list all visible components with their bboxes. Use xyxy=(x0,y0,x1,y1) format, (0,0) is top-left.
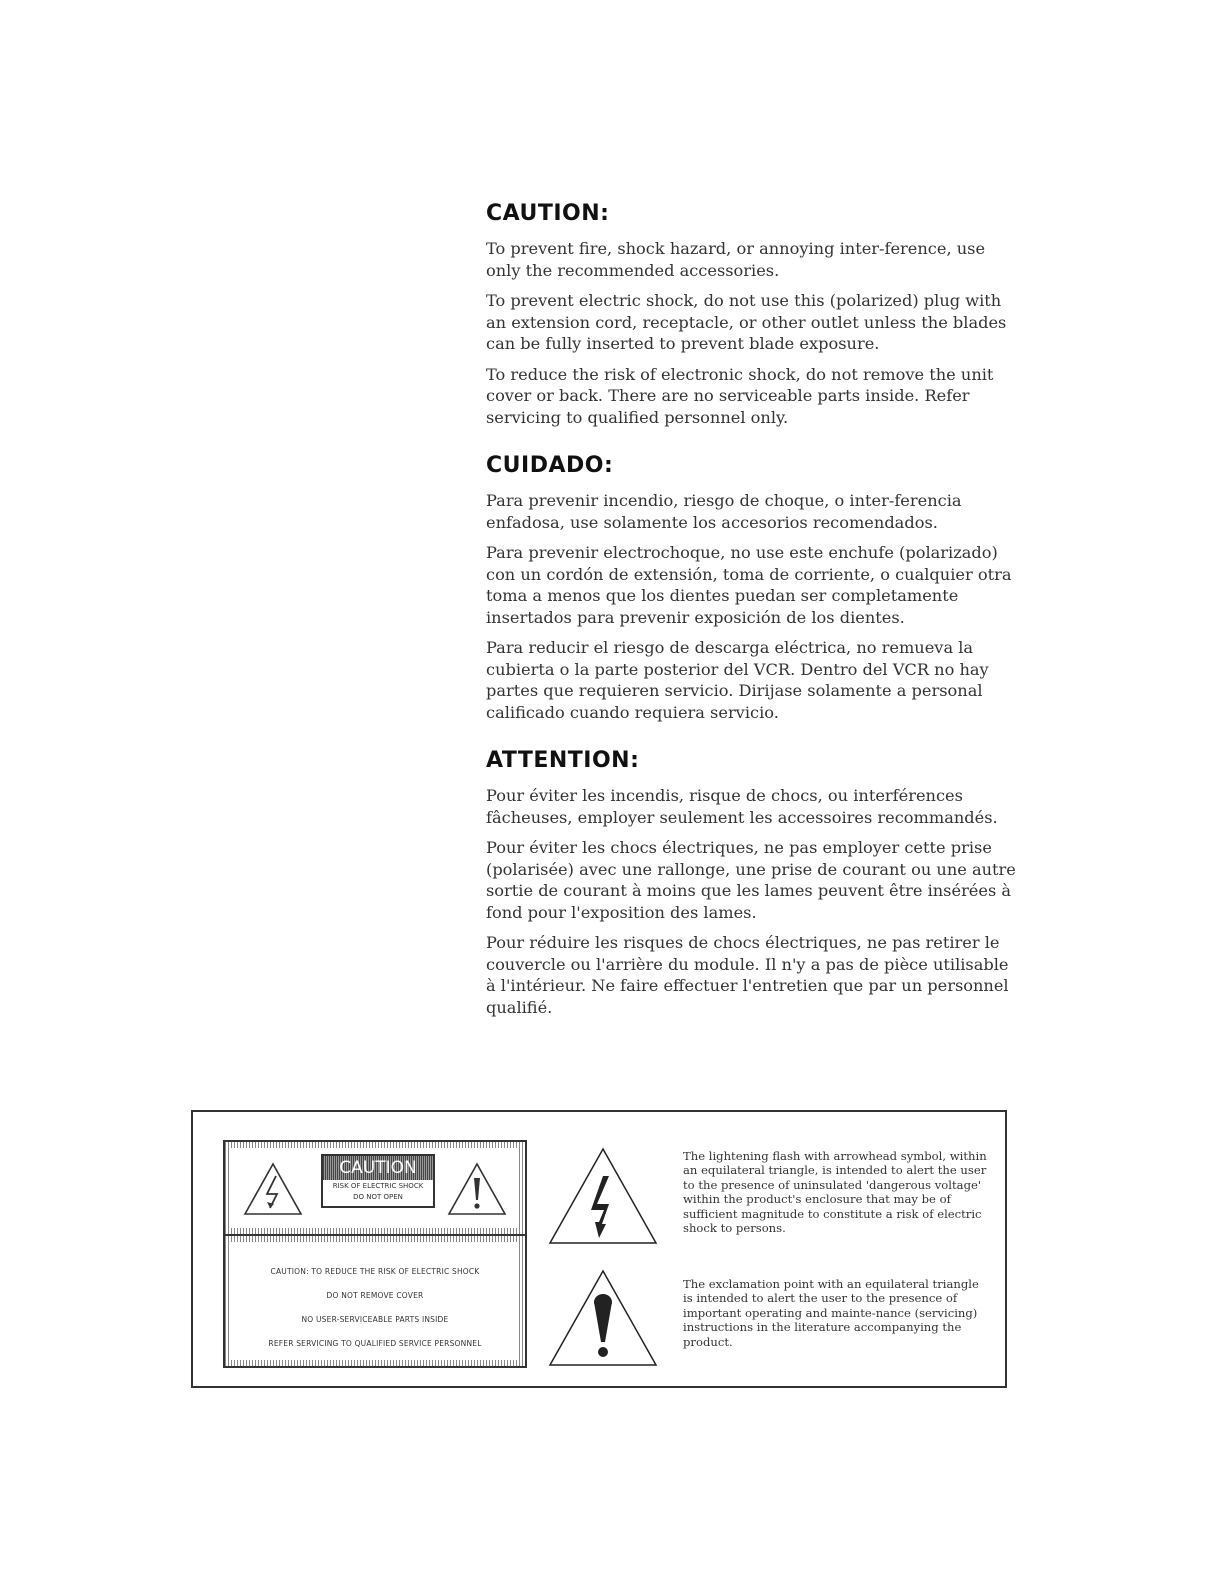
attention-paragraph-3: Pour réduire les risques de chocs électriques, ne pas retirer le couvercle ou l'arrière du module. Il n'y a pas de pièce utilisable à l'intérieur. Ne faire effectuer l'entretien que par un personnel qualifié. xyxy=(486,933,1009,1017)
caution-plate-subtitle-2: DO NOT OPEN xyxy=(353,1193,403,1201)
attention-heading: ATTENTION: xyxy=(486,748,640,773)
caution-label-panel xyxy=(223,1140,527,1368)
lightning-triangle-icon xyxy=(243,1162,303,1216)
caution-paragraph-3: To reduce the risk of electronic shock, do not remove the unit cover or back. There are no serviceable parts inside. Refer servicing to qualified personnel only. xyxy=(486,364,994,427)
lightning-symbol-description: The lightening flash with arrowhead symbol, within an equilateral triangle, is intended to alert the user to the presence of uninsulated 'dangerous voltage' within the product's enclosure that may be of sufficient magnitude to constitute a risk of electric shock to persons. xyxy=(683,1149,987,1236)
caution-paragraph-2: To prevent electric shock, do not use this (polarized) plug with an extension cord, receptacle, or other outlet unless the blades can be fully inserted to prevent blade exposure. xyxy=(486,291,1007,353)
warnings-text-column xyxy=(486,200,1016,1042)
caution-plate-title: CAUTION xyxy=(323,1156,433,1180)
lightning-flash-symbol-icon xyxy=(547,1146,659,1246)
exclamation-point-symbol-icon xyxy=(547,1268,659,1368)
label-line-2: DO NOT REMOVE COVER xyxy=(326,1291,424,1300)
caution-plate xyxy=(321,1154,435,1208)
label-bottom-band xyxy=(225,1236,525,1366)
label-line-1: CAUTION: TO REDUCE THE RISK OF ELECTRIC SHOCK xyxy=(270,1267,480,1276)
safety-symbols-box xyxy=(191,1110,1007,1388)
attention-paragraph-1: Pour éviter les incendis, risque de chocs, ou interférences fâcheuses, employer seulement les accessoires recommandés. xyxy=(486,786,998,827)
caution-plate-subtitle-1: RISK OF ELECTRIC SHOCK xyxy=(332,1182,424,1190)
cuidado-paragraph-2: Para prevenir electrochoque, no use este enchufe (polarizado) con un cordón de extensión, toma de corriente, o cualquier otra toma a menos que los dientes puedan ser completamente insertados para prevenir exposición de los dientes. xyxy=(486,543,1012,627)
exclamation-symbol-description: The exclamation point with an equilateral triangle is intended to alert the user to the presence of important operating and mainte-nance (servicing) instructions in the literature accompanying the product. xyxy=(683,1277,979,1349)
attention-section xyxy=(486,747,1016,1018)
label-line-4: REFER SERVICING TO QUALIFIED SERVICE PERSONNEL xyxy=(268,1339,482,1348)
cuidado-paragraph-3: Para reducir el riesgo de descarga eléctrica, no remueva la cubierta o la parte posterior del VCR. Dentro del VCR no hay partes que requieren servicio. Dirijase solamente a personal calificado cuando requiera servicio. xyxy=(486,638,989,722)
caution-heading: CAUTION: xyxy=(486,201,610,226)
cuidado-section xyxy=(486,452,1016,723)
label-top-band xyxy=(225,1142,525,1236)
attention-paragraph-2: Pour éviter les chocs électriques, ne pas employer cette prise (polarisée) avec une rallonge, une prise de courant ou une autre sortie de courant à moins que les lames peuvent être insérées à fond pour l'exposition des lames. xyxy=(486,838,1016,922)
exclamation-triangle-icon xyxy=(447,1162,507,1216)
caution-paragraph-1: To prevent fire, shock hazard, or annoying inter-ference, use only the recommended accessories. xyxy=(486,239,986,280)
caution-section xyxy=(486,200,1016,428)
cuidado-heading: CUIDADO: xyxy=(486,453,614,478)
label-line-3: NO USER-SERVICEABLE PARTS INSIDE xyxy=(301,1315,449,1324)
cuidado-paragraph-1: Para prevenir incendio, riesgo de choque, o inter-ferencia enfadosa, use solamente los accesorios recomendados. xyxy=(486,491,962,532)
